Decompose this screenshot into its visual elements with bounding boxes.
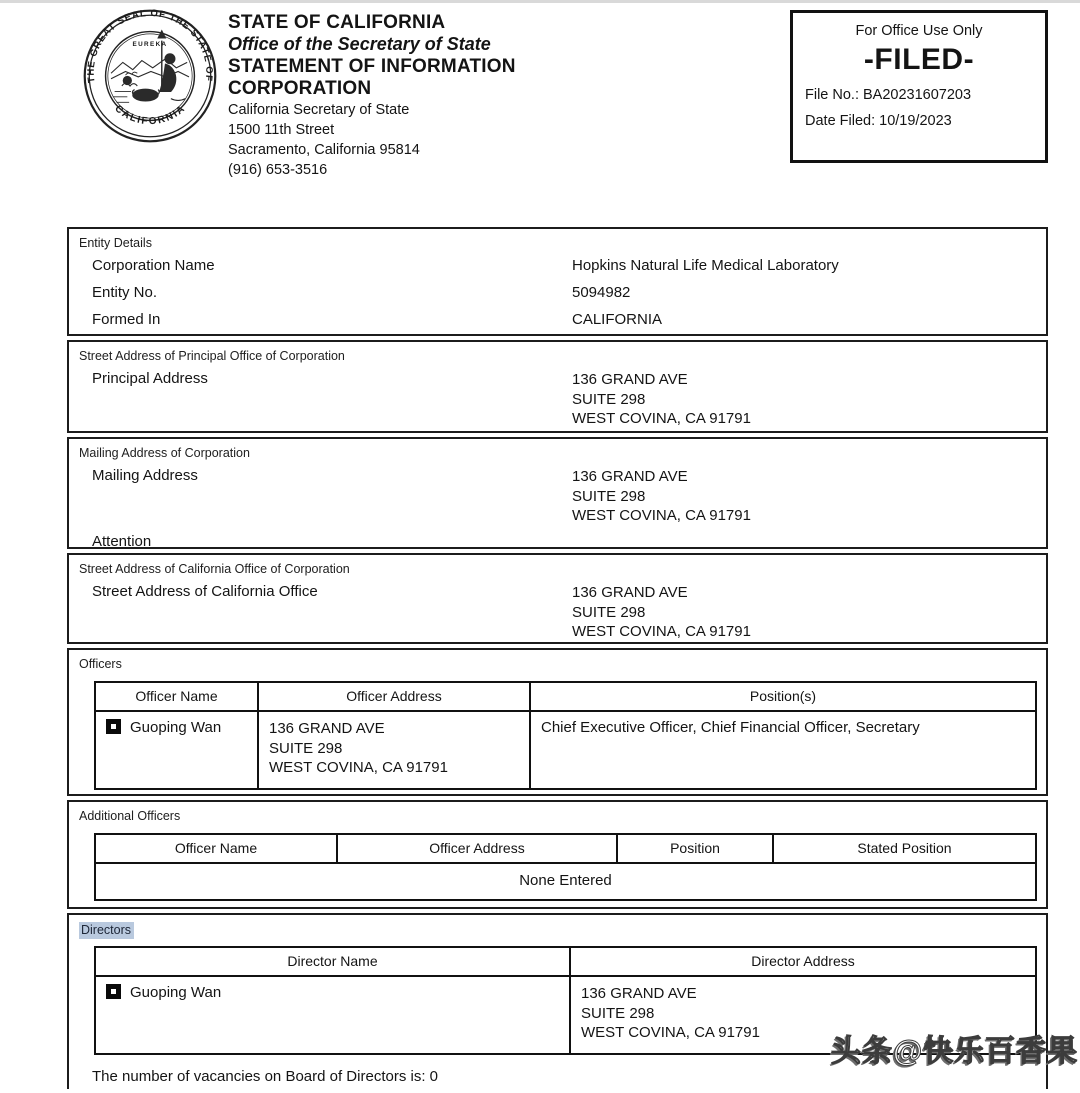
record-bullet-icon bbox=[106, 984, 121, 999]
section-label: Mailing Address of Corporation bbox=[79, 446, 250, 460]
officer-positions-cell: Chief Executive Officer, Chief Financial Officer, Secretary bbox=[529, 712, 1035, 788]
field-label: Mailing Address bbox=[92, 467, 198, 484]
state-title: STATE OF CALIFORNIA bbox=[228, 12, 446, 33]
director-name: Guoping Wan bbox=[130, 984, 222, 1001]
address-line: SUITE 298 bbox=[572, 390, 646, 408]
agency-street: 1500 11th Street bbox=[228, 122, 335, 139]
formed-in-value: CALIFORNIA bbox=[572, 311, 663, 328]
section-label: Entity Details bbox=[79, 236, 152, 250]
section-label: Additional Officers bbox=[79, 809, 181, 823]
col-header-director-name: Director Name bbox=[287, 953, 378, 969]
officers-table bbox=[94, 681, 1037, 790]
office-subtitle: Office of the Secretary of State bbox=[228, 34, 491, 55]
section-label-highlighted: Directors bbox=[79, 922, 134, 939]
additional-officers-header bbox=[96, 835, 1035, 864]
address-line: 136 GRAND AVE bbox=[269, 720, 385, 737]
col-header-officer-address: Officer Address bbox=[336, 835, 616, 862]
section-principal-address bbox=[67, 340, 1048, 433]
section-officers bbox=[67, 648, 1048, 796]
officers-table-header bbox=[96, 683, 1035, 712]
address-line: 136 GRAND AVE bbox=[572, 584, 688, 601]
section-mailing-address bbox=[67, 437, 1048, 549]
address-line: SUITE 298 bbox=[572, 487, 646, 505]
field-row-principal-address bbox=[92, 370, 1046, 429]
corporation-title: CORPORATION bbox=[228, 78, 372, 100]
seal-eureka-text: EUREKA bbox=[132, 41, 168, 49]
agency-phone: (916) 653-3516 bbox=[228, 161, 328, 178]
document-header bbox=[228, 12, 516, 179]
california-office-value bbox=[572, 583, 751, 642]
col-header-positions: Position(s) bbox=[529, 683, 1035, 710]
mailing-address-value bbox=[572, 467, 751, 526]
agency-city: Sacramento, California 95814 bbox=[228, 141, 420, 158]
officer-name: Guoping Wan bbox=[130, 719, 222, 736]
section-additional-officers bbox=[67, 800, 1048, 909]
date-filed: Date Filed: 10/19/2023 bbox=[805, 113, 952, 129]
field-label: Street Address of California Office bbox=[92, 583, 318, 600]
additional-officers-table bbox=[94, 833, 1037, 901]
col-header-director-address: Director Address bbox=[569, 948, 1035, 975]
col-header-officer-name: Officer Name bbox=[174, 840, 258, 856]
address-line: WEST COVINA, CA 91791 bbox=[269, 759, 448, 776]
field-row-mailing-address bbox=[92, 467, 1046, 526]
california-state-seal bbox=[76, 8, 224, 144]
address-line: WEST COVINA, CA 91791 bbox=[572, 507, 751, 524]
address-line: SUITE 298 bbox=[269, 739, 343, 757]
corporation-name-value: Hopkins Natural Life Medical Laboratory bbox=[572, 257, 839, 274]
field-row-formed-in bbox=[92, 311, 1046, 336]
directors-table-header bbox=[96, 948, 1035, 977]
seal-bottom-text: CALIFORNIA bbox=[112, 102, 189, 128]
col-header-position: Position bbox=[616, 835, 772, 862]
field-label: Principal Address bbox=[92, 370, 208, 387]
section-entity-details bbox=[67, 227, 1048, 336]
document-body bbox=[67, 227, 1048, 1093]
office-use-label: For Office Use Only bbox=[855, 23, 983, 39]
col-header-stated-position: Stated Position bbox=[772, 835, 1035, 862]
page-top-edge bbox=[0, 0, 1080, 3]
address-line: SUITE 298 bbox=[572, 603, 646, 621]
record-bullet-icon bbox=[106, 719, 121, 734]
file-number: File No.: BA20231607203 bbox=[805, 87, 972, 103]
section-california-office bbox=[67, 553, 1048, 644]
address-line: SUITE 298 bbox=[581, 1004, 655, 1022]
office-use-box bbox=[790, 10, 1048, 163]
field-label: Corporation Name bbox=[92, 257, 215, 274]
officer-address-cell bbox=[257, 712, 529, 788]
address-line: 136 GRAND AVE bbox=[572, 371, 688, 388]
principal-address-value bbox=[572, 370, 751, 429]
none-entered-row: None Entered bbox=[519, 872, 612, 889]
section-label: Street Address of Principal Office of Corporation bbox=[79, 349, 345, 363]
toutiao-watermark: 头条@快乐百香果 bbox=[831, 1035, 1079, 1068]
seal-top-text: THE GREAT SEAL OF THE STATE OF bbox=[85, 8, 215, 84]
address-line: 136 GRAND AVE bbox=[572, 468, 688, 485]
field-row-entity-no bbox=[92, 284, 1046, 311]
officer-name-cell bbox=[96, 712, 257, 788]
director-name-cell bbox=[96, 977, 569, 1053]
field-label: Entity No. bbox=[92, 284, 158, 301]
address-line: WEST COVINA, CA 91791 bbox=[581, 1024, 760, 1041]
filed-stamp: -FILED- bbox=[863, 43, 975, 76]
officers-table-row bbox=[96, 712, 1035, 788]
field-row-california-office bbox=[92, 583, 1046, 642]
section-label: Officers bbox=[79, 657, 122, 671]
attention-label: Attention bbox=[92, 532, 152, 549]
statement-title: STATEMENT OF INFORMATION bbox=[228, 55, 516, 77]
entity-number-value: 5094982 bbox=[572, 284, 631, 301]
address-line: WEST COVINA, CA 91791 bbox=[572, 410, 751, 427]
address-line: 136 GRAND AVE bbox=[581, 985, 697, 1002]
field-row-corporation-name bbox=[92, 257, 1046, 284]
col-header-officer-name: Officer Name bbox=[135, 688, 218, 704]
field-label: Formed In bbox=[92, 311, 161, 328]
address-line: WEST COVINA, CA 91791 bbox=[572, 623, 751, 640]
agency-name: California Secretary of State bbox=[228, 102, 410, 119]
board-vacancies-text: The number of vacancies on Board of Directors is: 0 bbox=[92, 1067, 438, 1085]
field-row-attention bbox=[92, 533, 1046, 550]
section-label: Street Address of California Office of Corporation bbox=[79, 562, 350, 576]
col-header-officer-address: Officer Address bbox=[257, 683, 529, 710]
